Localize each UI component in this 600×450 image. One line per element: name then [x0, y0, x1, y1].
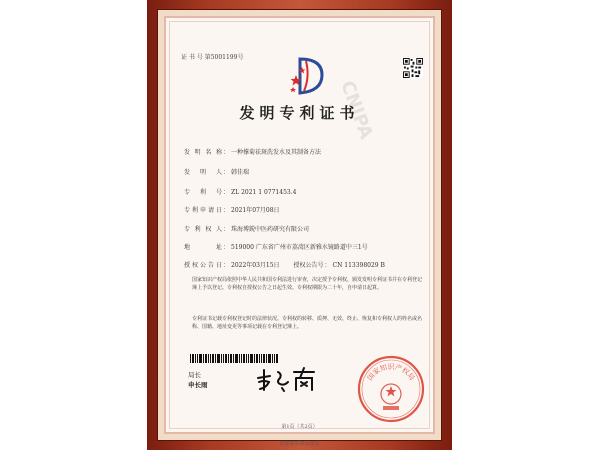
- field-patent-number: 专利号： ZL 2021 1 0771453.4: [184, 189, 297, 196]
- field-label: 地址: [184, 244, 222, 251]
- field-label: 发明名称: [184, 149, 222, 156]
- field-value: 2021年07月08日: [231, 207, 280, 214]
- grant-number-label: 授权公告号: [293, 262, 324, 269]
- page-number: 第1页（共2页）: [281, 424, 318, 430]
- continuation-note: 其他事项参见续页: [279, 441, 320, 447]
- certificate-title: 发明专利证书: [239, 104, 360, 122]
- field-value: 519000 广东省广州市荔湾区新雅水镜路道中三1号: [231, 244, 368, 251]
- grant-paragraph: 国家知识产权局依照中华人民共和国专利法进行审查，决定授予专利权，颁发发明专利证书并在专利登记簿上予以登记。专利权自授权公告之日起生效。专利权期限为二十年，自申请日起算。: [192, 277, 423, 291]
- field-value: ZL 2021 1 0771453.4: [231, 189, 297, 196]
- svg-text:国家知识产权局: [365, 362, 416, 382]
- watermark: CNIPA: [336, 78, 377, 142]
- field-application-date: 专利申请日： 2021年07月08日: [184, 207, 280, 214]
- field-patentee: 专利权人： 珠海博鋭中医药研究有限公司: [184, 226, 310, 233]
- frame-mat: [157, 9, 442, 447]
- certificate-paper: [164, 16, 435, 447]
- field-label: 发明人: [184, 169, 222, 176]
- cnipa-logo-icon: [288, 53, 328, 98]
- official-seal-icon: [356, 354, 426, 424]
- field-label: 授权公告日: [184, 262, 222, 269]
- field-label: 专利号: [184, 189, 222, 196]
- field-address: 地址： 519000 广东省广州市荔湾区新雅水镜路道中三1号: [184, 244, 368, 251]
- field-label: 专利权人: [184, 226, 222, 233]
- field-inventor: 发明人： 韩佳瑞: [184, 169, 250, 176]
- seal-text: 国家知识产权局: [365, 363, 417, 383]
- signature-icon: [254, 364, 318, 394]
- barcode-icon: [190, 354, 278, 363]
- signatory-title: 局长: [188, 371, 201, 379]
- certificate-number: 证 书 号 第5001199号: [181, 54, 244, 61]
- field-label: 专利申请日: [184, 207, 222, 214]
- field-value: 一种撑菊祛斑洗发水及其制备方法: [231, 149, 322, 156]
- qr-code-icon: [403, 58, 423, 78]
- field-value: 2022年03月15日: [231, 262, 280, 269]
- grant-number-value: CN 113398029 B: [332, 262, 385, 269]
- field-value: 珠海博鋭中医药研究有限公司: [231, 226, 310, 233]
- certificate-frame: [147, 0, 452, 450]
- legal-status-paragraph: 专利证书记载专利权登记时的法律状况。专利权的转移、质押、无效、终止、恢复和专利权人的姓名或名称、国籍、地址变更等事项记载在专利登记簿上。: [192, 316, 423, 330]
- field-invention-name: 发明名称： 一种撑菊祛斑洗发水及其制备方法: [184, 149, 322, 156]
- signatory-name: 申长雨: [188, 381, 208, 389]
- field-grant-date: 授权公告日： 2022年03月15日 授权公告号： CN 113398029 B: [184, 262, 385, 269]
- field-value: 韩佳瑞: [231, 169, 250, 176]
